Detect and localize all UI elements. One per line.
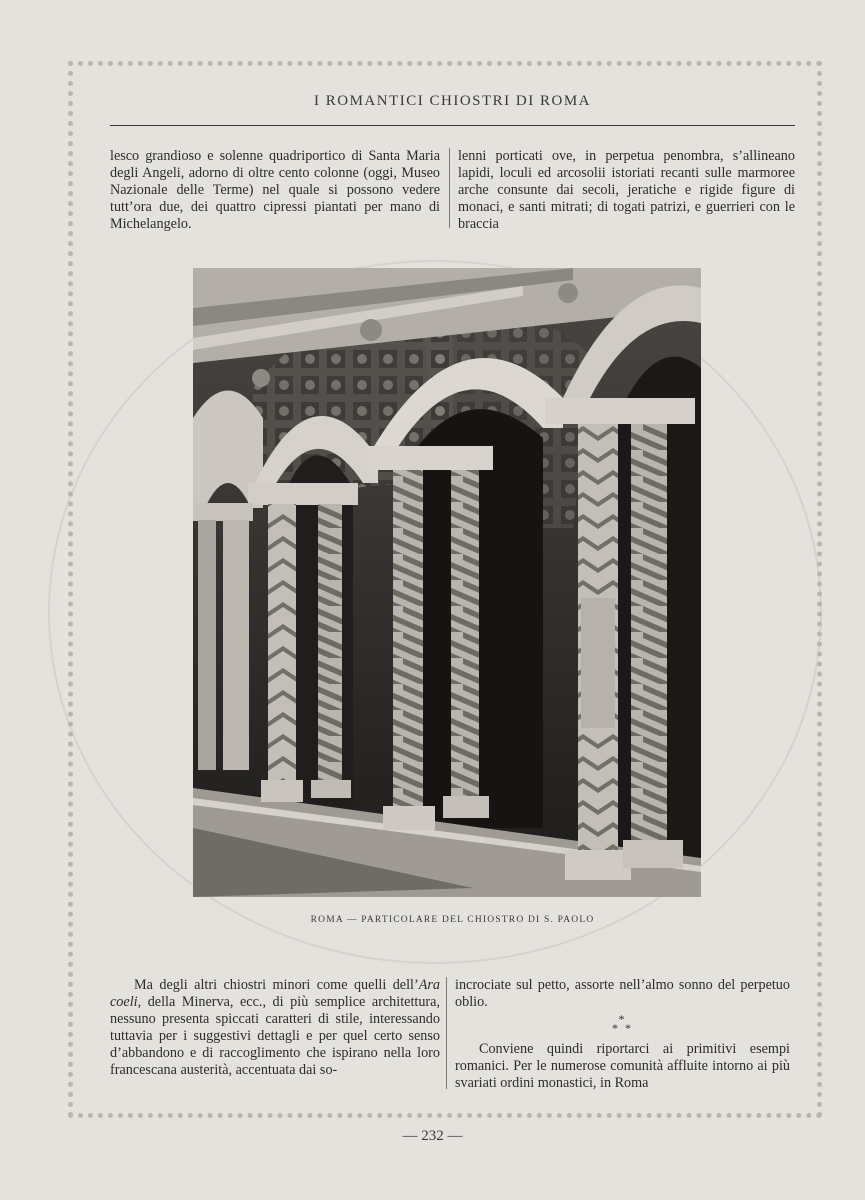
- column-separator: [446, 977, 447, 1089]
- top-left-column: [110, 148, 440, 233]
- text-run: Ma degli altri chiostri minori come quelli dell’: [134, 977, 419, 993]
- bottom-left-column: [110, 977, 440, 1079]
- running-head: I ROMANTICI CHIOSTRI DI ROMA: [314, 93, 591, 109]
- paragraph: [110, 977, 440, 1079]
- photo-caption: ROMA — PARTICOLARE DEL CHIOSTRO DI S. PAOLO: [310, 915, 595, 925]
- top-right-column: [458, 148, 795, 233]
- cloister-photograph: [193, 268, 701, 897]
- bottom-right-column: [455, 977, 790, 1092]
- paragraph: incrociate sul petto, assorte nell’almo sonno del perpetuo oblio.: [455, 977, 790, 1010]
- asterism: * * *: [612, 1012, 633, 1035]
- paragraph: lenni porticati ove, in perpetua penombra, s’allineano lapidi, loculi ed arcosolii istoriati recanti sulle marmoree arche consunte dai secoli, jeratiche e rigide figure di monaci, e santi mitrati; di togati patrizi, e guerrieri con le braccia: [458, 148, 795, 232]
- header-rule: [110, 125, 795, 126]
- italic-text: Ara coeli: [110, 977, 440, 1010]
- paragraph: lesco grandioso e solenne quadriportico di Santa Maria degli Angeli, adorno di oltre cento colonne (oggi, Museo Nazionale delle Terme) nel quale si possono vedere tutt’ora due, dei quattro cipressi piantati per mano di Michelangelo.: [110, 148, 440, 232]
- column-separator: [449, 148, 450, 228]
- text-run: , della Minerva, ecc., di più semplice architettura, nessuno presenta spiccati caratteri di stile, interessando tuttavia per i suggestivi dettagli e per quel certo senso d’abbandono e di raccoglimento che ispirano nella loro francescana austerità, accentuata dai so-: [110, 994, 440, 1078]
- page-number: — 232 —: [402, 1128, 463, 1144]
- paragraph: Conviene quindi riportarci ai primitivi esempi romanici. Per le numerose comunità affluite intorno ai più svariati ordini monastici, in Roma: [455, 1041, 790, 1091]
